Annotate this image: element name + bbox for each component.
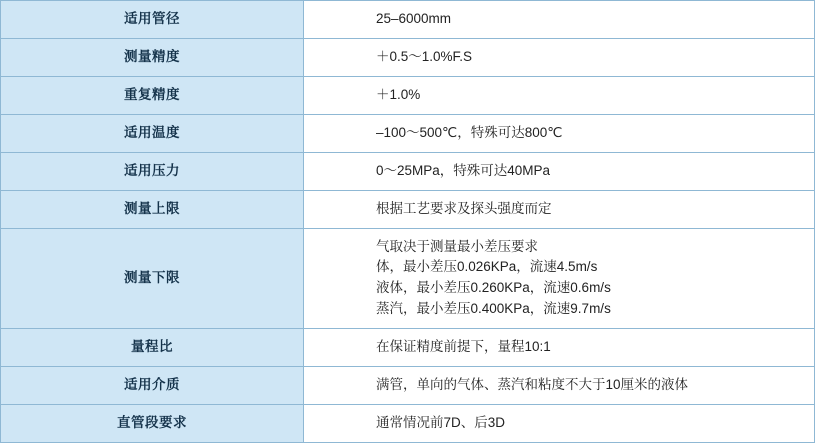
row-value-applicable-medium: 满管，单向的气体、蒸汽和粘度不大于10厘米的液体 [304, 367, 815, 405]
table-row [1, 76, 815, 114]
row-value-lower-limit [304, 228, 815, 329]
table-body [1, 1, 815, 443]
table-row [1, 152, 815, 190]
row-label-pressure: 适用压力 [1, 152, 304, 190]
row-label-pipe-diameter: 适用管径 [1, 1, 304, 39]
lower-limit-lines [376, 237, 804, 321]
table-row [1, 190, 815, 228]
row-label-temperature: 适用温度 [1, 114, 304, 152]
row-label-turndown-ratio: 量程比 [1, 329, 304, 367]
lower-limit-line-4: 蒸汽，最小差压0.400KPa，流速9.7m/s [376, 301, 611, 317]
row-value-pipe-diameter: 25–6000mm [304, 1, 815, 39]
row-value-pressure: 0～25MPa，特殊可达40MPa [304, 152, 815, 190]
row-value-upper-limit: 根据工艺要求及探头强度而定 [304, 190, 815, 228]
table-row [1, 1, 815, 39]
table-row [1, 367, 815, 405]
lower-limit-line-1: 气取决于测量最小差压要求 [376, 238, 538, 254]
row-value-repeatability: ＋1.0% [304, 76, 815, 114]
row-value-straight-pipe: 通常情况前7D、后3D [304, 405, 815, 443]
row-label-applicable-medium: 适用介质 [1, 367, 304, 405]
row-label-upper-limit: 测量上限 [1, 190, 304, 228]
table-row [1, 114, 815, 152]
row-value-turndown-ratio: 在保证精度前提下，量程10:1 [304, 329, 815, 367]
table-row [1, 405, 815, 443]
lower-limit-line-3: 液体，最小差压0.260KPa，流速0.6m/s [376, 280, 611, 296]
lower-limit-line-2: 体，最小差压0.026KPa，流速4.5m/s [376, 259, 598, 275]
row-label-straight-pipe: 直管段要求 [1, 405, 304, 443]
table-row [1, 329, 815, 367]
row-label-measurement-accuracy: 测量精度 [1, 38, 304, 76]
row-label-lower-limit: 测量下限 [1, 228, 304, 329]
table-row [1, 38, 815, 76]
row-value-measurement-accuracy: ＋0.5～1.0%F.S [304, 38, 815, 76]
row-value-temperature: –100～500℃，特殊可达800℃ [304, 114, 815, 152]
row-label-repeatability: 重复精度 [1, 76, 304, 114]
table-row [1, 228, 815, 329]
